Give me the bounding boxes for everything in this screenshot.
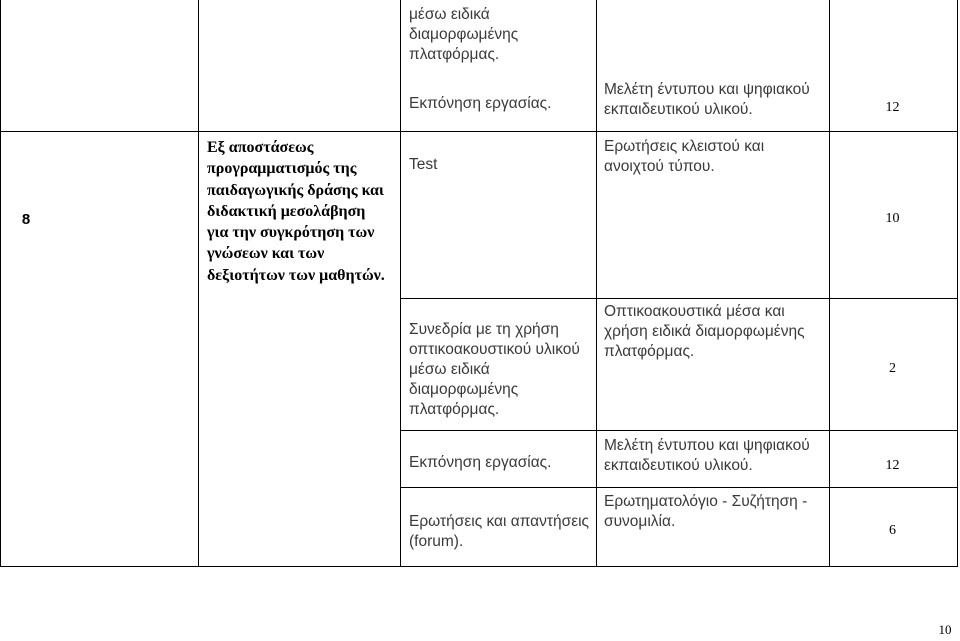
row-divider xyxy=(0,131,958,132)
material-cell: Μελέτη έντυπου και ψηφιακού εκπαιδευτικού υλικού. xyxy=(604,81,810,118)
hours-cell: 12 xyxy=(885,100,900,115)
activity-cell: Συνεδρία με τη χρήση οπτικοακουστικού υλικού μέσω ειδικά διαμορφωμένης πλατφόρμας. xyxy=(409,321,580,418)
table-border-right xyxy=(957,0,958,567)
column-divider xyxy=(596,0,597,567)
column-divider xyxy=(400,0,401,567)
table-border-bottom xyxy=(0,566,958,567)
hours-cell: 10 xyxy=(885,211,900,226)
row-divider xyxy=(400,430,958,431)
material-cell: Ερωτήσεις κλειστού και ανοιχτού τύπου. xyxy=(604,138,765,175)
material-cell: Μελέτη έντυπου και ψηφιακού εκπαιδευτικού υλικού. xyxy=(604,437,810,474)
table-border-left xyxy=(0,0,1,567)
row-divider xyxy=(400,487,958,488)
activity-cell: μέσω ειδικά διαμορφωμένης πλατφόρμας. xyxy=(409,6,519,63)
column-divider xyxy=(198,0,199,567)
section-number: 8 xyxy=(21,211,31,228)
row-divider xyxy=(400,298,958,299)
column-divider xyxy=(829,0,830,567)
hours-cell: 2 xyxy=(889,361,896,376)
page-number: 10 xyxy=(938,622,952,637)
activity-cell: Test xyxy=(409,156,438,173)
hours-cell: 6 xyxy=(889,523,896,538)
activity-cell: Εκπόνηση εργασίας. xyxy=(409,95,552,112)
hours-cell: 12 xyxy=(885,458,900,473)
material-cell: Ερωτηματολόγιο - Συζήτηση - συνομιλία. xyxy=(604,493,808,530)
activity-cell: Εκπόνηση εργασίας. xyxy=(409,454,552,471)
activity-cell: Ερωτήσεις και απαντήσεις (forum). xyxy=(409,513,590,550)
topic-cell: Εξ αποστάσεως προγραμματισμός της παιδαγωγικής δράσης και διδακτική μεσολάβηση για την συγκρότηση των γνώσεων και των δεξιοτήτων των μαθητών. xyxy=(207,139,385,284)
material-cell: Οπτικοακουστικά μέσα και χρήση ειδικά διαμορφωμένης πλατφόρμας. xyxy=(604,303,805,360)
